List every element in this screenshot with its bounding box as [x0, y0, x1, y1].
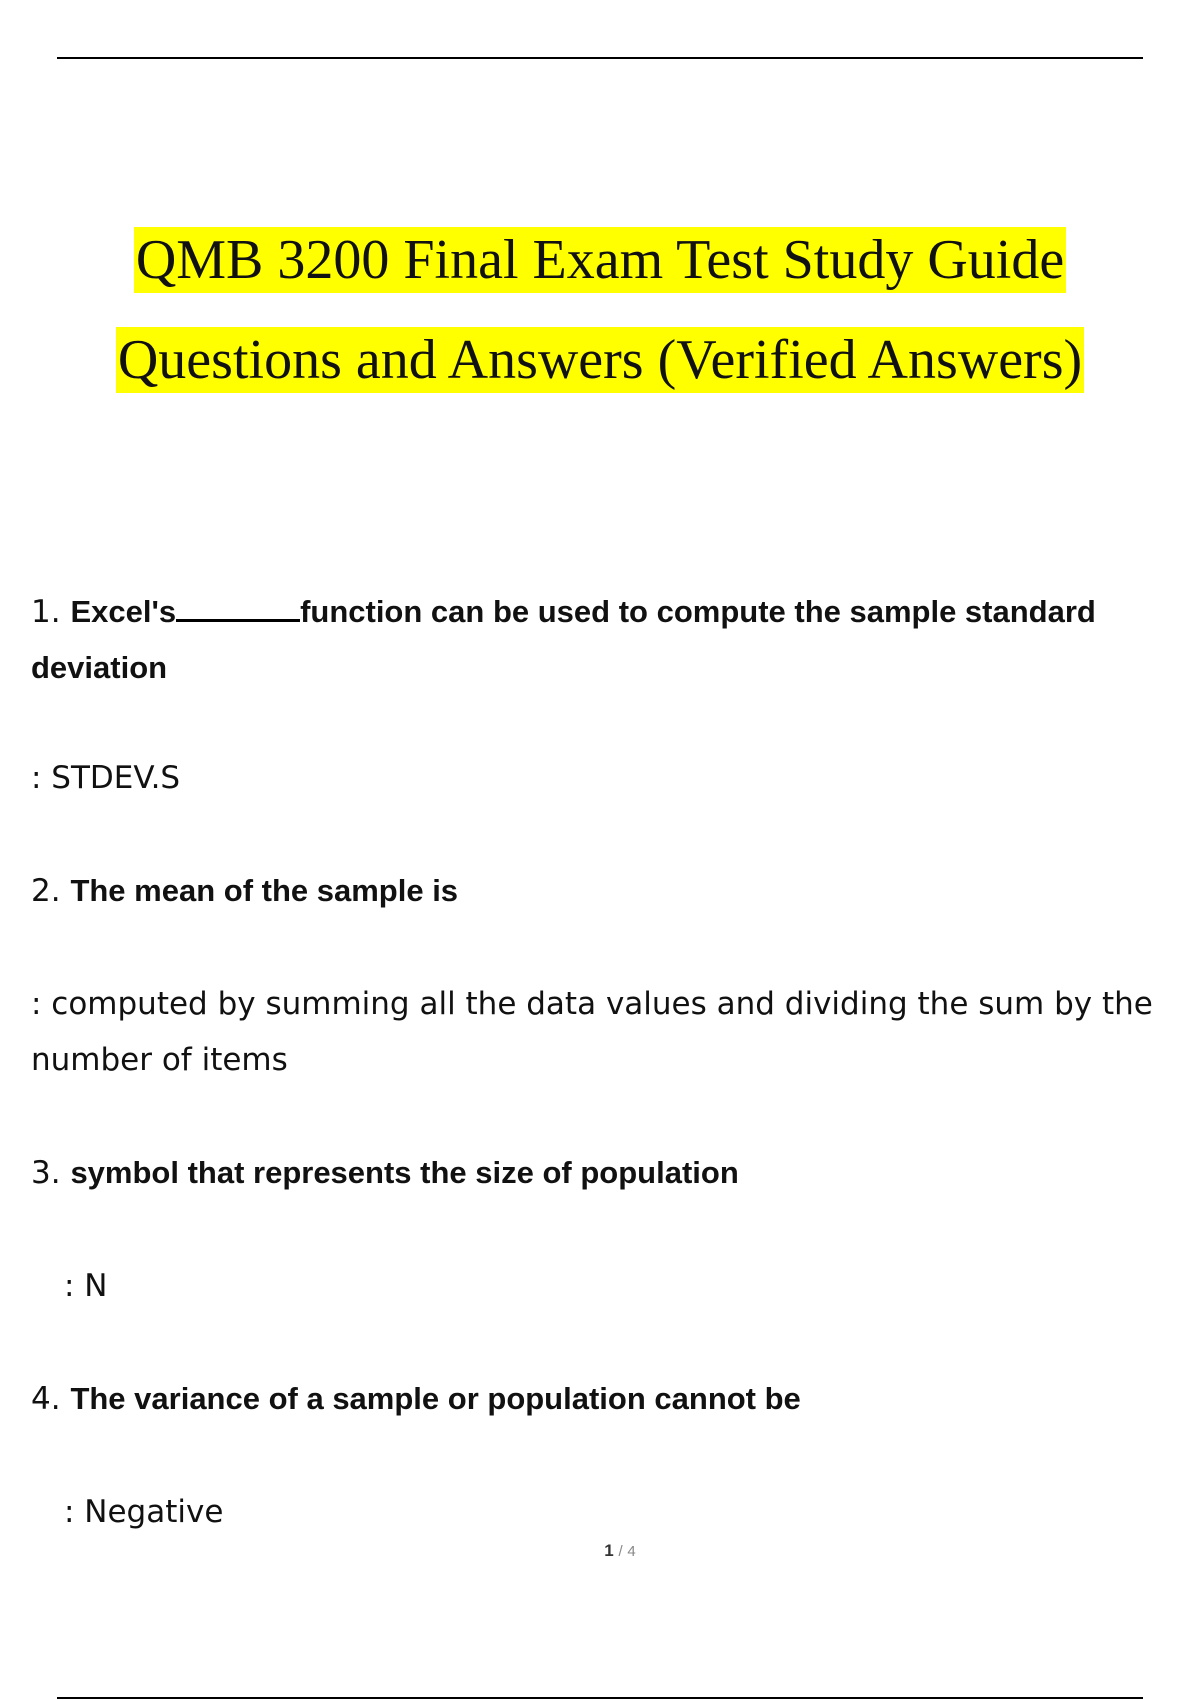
question-text-part-1: Excel's: [70, 594, 177, 629]
bottom-rule: [57, 1697, 1143, 1699]
question-3: [31, 1145, 1160, 1201]
question-text-part-2: function can be used to compute the sample standard deviation: [31, 594, 1096, 685]
fill-in-blank: [176, 593, 300, 622]
question-number: 1.: [31, 594, 61, 630]
question-text: The mean of the sample is: [70, 873, 459, 908]
answer-2: : computed by summing all the data values and dividing the sum by the number of items: [31, 986, 1153, 1078]
page-current: 1: [604, 1541, 614, 1560]
answer-1: : STDEV.S: [31, 760, 181, 796]
question-text: symbol that represents the size of population: [70, 1155, 739, 1190]
question-number: 3.: [31, 1155, 61, 1191]
page-separator: /: [618, 1543, 623, 1560]
answer-3: : N: [64, 1268, 108, 1304]
answer-4: : Negative: [64, 1494, 224, 1530]
title-line-2: Questions and Answers (Verified Answers): [117, 329, 1083, 391]
question-number: 4.: [31, 1381, 61, 1417]
question-1: [31, 584, 1160, 696]
page-indicator: [0, 1541, 1200, 1561]
question-text: The variance of a sample or population cannot be: [70, 1381, 801, 1416]
document-title: [0, 210, 1200, 410]
page-total: 4: [627, 1543, 636, 1560]
top-rule: [57, 57, 1143, 59]
question-number: 2.: [31, 873, 61, 909]
question-4: [31, 1371, 1160, 1427]
question-2: [31, 863, 1160, 919]
title-line-1: QMB 3200 Final Exam Test Study Guide: [135, 229, 1065, 291]
